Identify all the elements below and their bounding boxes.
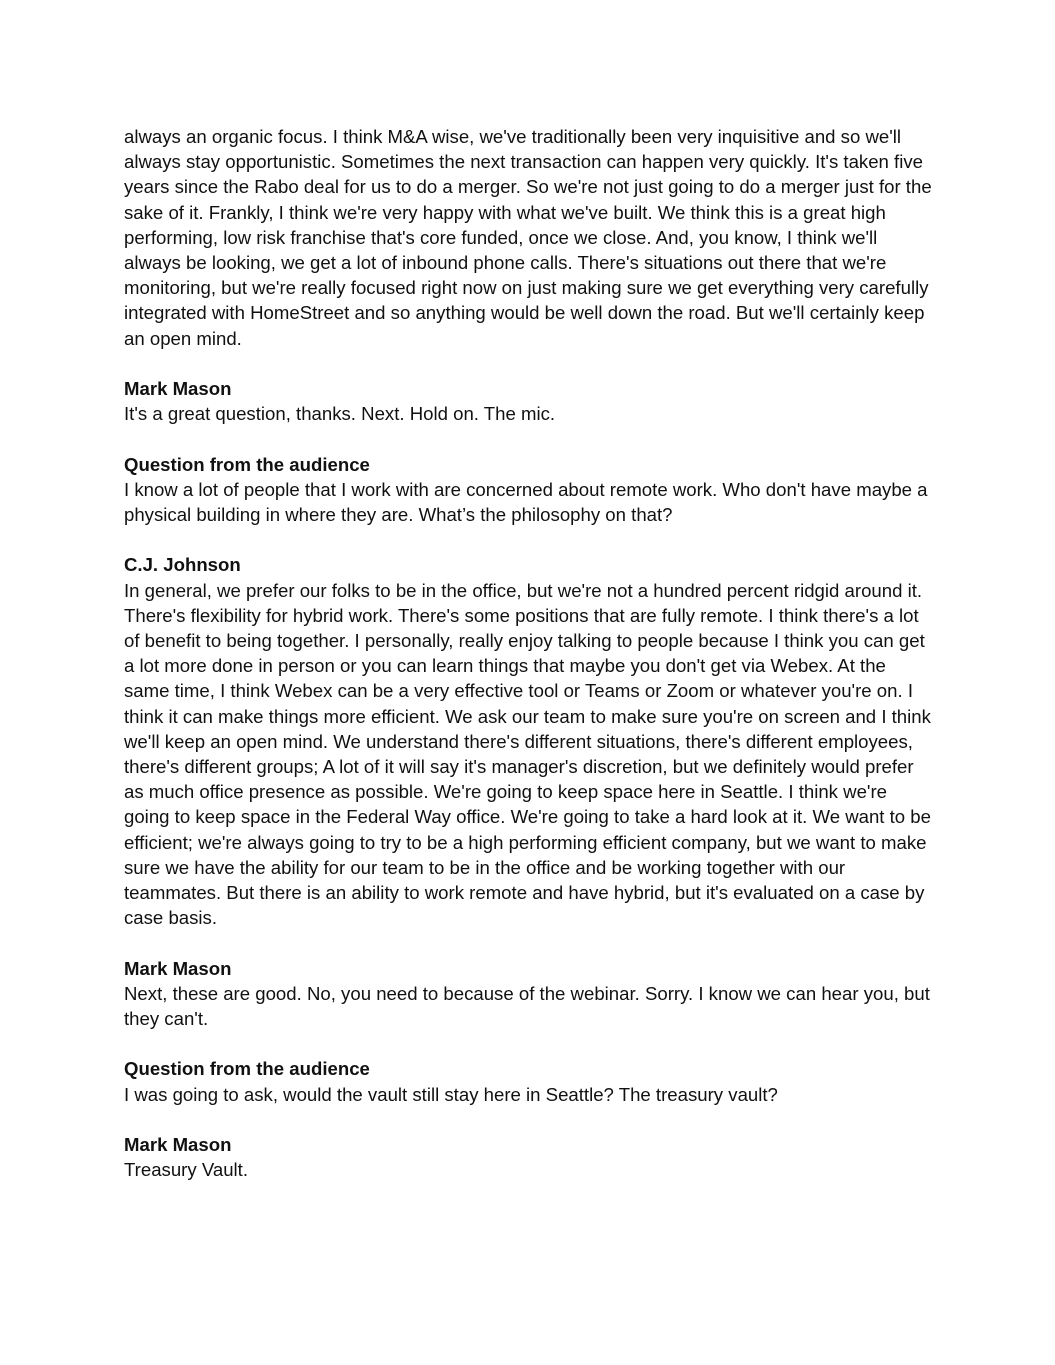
- block-text: I was going to ask, would the vault still stay here in Seattle? The treasury vault?: [124, 1083, 778, 1105]
- transcript-block-continuation: [124, 124, 936, 351]
- block-text: It's a great question, thanks. Next. Hold on. The mic.: [124, 403, 556, 425]
- transcript-block: [124, 552, 936, 930]
- speaker-name: Question from the audience: [124, 453, 370, 475]
- transcript-block: [124, 1132, 936, 1182]
- block-text: always an organic focus. I think M&A wise, we've traditionally been very inquisitive and so we'll always stay opportunistic. Sometimes the next transaction can happen very quickly. It's taken five years since the Rabo deal for us to do a merger. So we're not just going to do a merger just for the sake of it. Frankly, I think we're very happy with what we've built. We think this is a great high performing, low risk franchise that's core funded, once we close. And, you know, I think we'll always be looking, we get a lot of inbound phone calls. There's situations out there that we're monitoring, but we're really focused right now on just making sure we get everything very carefully integrated with HomeStreet and so anything would be well down the road. But we'll certainly keep an open mind.: [124, 126, 932, 349]
- speaker-name: Mark Mason: [124, 957, 232, 979]
- transcript-block: [124, 956, 936, 1032]
- block-text: In general, we prefer our folks to be in the office, but we're not a hundred percent ridgid around it. There's flexibility for hybrid work. There's some positions that are fully remote. I think there's a lot of benefit to being together. I personally, really enjoy talking to people because I think you can get a lot more done in person or you can learn things that maybe you don't get via Webex. At the same time, I think Webex can be a very effective tool or Teams or Zoom or whatever you're on. I think it can make things more efficient. We ask our team to make sure you're on screen and I think we'll keep an open mind. We understand there's different situations, there's different employees, there's different groups; A lot of it will say it's manager's discretion, but we definitely would prefer as much office presence as possible. We're going to keep space here in Seattle. I think we're going to keep space in the Federal Way office. We're going to take a hard look at it. We want to be efficient; we're always going to try to be a high performing efficient company, but we want to make sure we have the ability for our team to be in the office and be working together with our teammates. But there is an ability to work remote and have hybrid, but it's evaluated on a case by case basis.: [124, 579, 931, 929]
- speaker-name: Question from the audience: [124, 1058, 370, 1080]
- transcript-page: [124, 124, 936, 1208]
- transcript-block: [124, 1056, 936, 1106]
- block-text: Next, these are good. No, you need to because of the webinar. Sorry. I know we can hear you, but they can't.: [124, 982, 930, 1030]
- speaker-name: Mark Mason: [124, 378, 232, 400]
- transcript-block: [124, 376, 936, 426]
- transcript-block: [124, 452, 936, 528]
- block-text: Treasury Vault.: [124, 1159, 249, 1181]
- speaker-name: Mark Mason: [124, 1134, 232, 1156]
- block-text: I know a lot of people that I work with are concerned about remote work. Who don't have maybe a physical building in where they are. What’s the philosophy on that?: [124, 478, 928, 526]
- speaker-name: C.J. Johnson: [124, 554, 241, 576]
